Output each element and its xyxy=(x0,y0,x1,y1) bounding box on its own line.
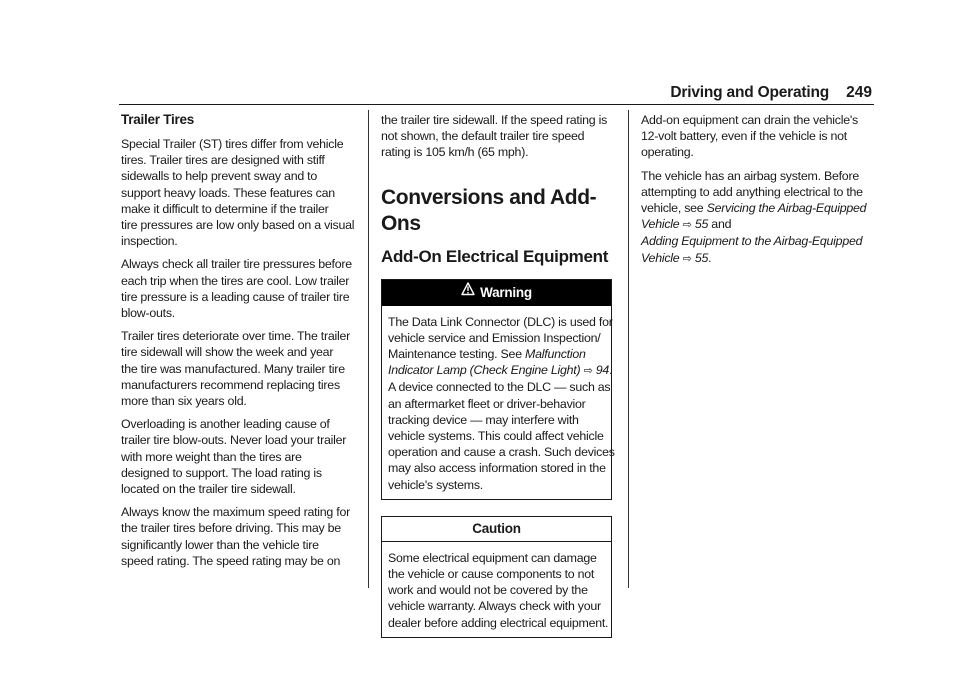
text-line: The Data Link Connector (DLC) is used for xyxy=(388,314,613,329)
text-line: not shown, the default trailer tire speed xyxy=(381,129,585,144)
text-line: speed rating. The speed rating may be on xyxy=(121,553,341,568)
text-line: Some electrical equipment can damage xyxy=(388,550,597,565)
text-line: Always know the maximum speed rating for xyxy=(121,505,350,520)
section-title: Conversions and Add-Ons xyxy=(381,185,597,235)
text-line: blow-outs. xyxy=(121,306,175,321)
caution-body xyxy=(382,542,611,637)
text-line: vehicle warranty. Always check with your xyxy=(388,599,601,614)
column-1 xyxy=(121,112,357,576)
malfunction-indicator-link-cont[interactable]: Indicator Lamp (Check Engine Light) xyxy=(388,363,581,378)
text-span: Maintenance testing. See xyxy=(388,347,526,362)
text-line: sidewalls to help prevent sway and to xyxy=(121,169,318,184)
page-reference[interactable]: 55 xyxy=(694,217,709,232)
warning-body xyxy=(382,306,615,499)
paragraph xyxy=(121,416,357,497)
page-header xyxy=(0,84,960,106)
warning-box xyxy=(381,279,615,500)
text-line: tire pressure is a leading cause of trailer tire xyxy=(121,289,350,304)
page-reference-icon: ⇨ xyxy=(682,219,692,232)
trailer-tires-heading: Trailer Tires xyxy=(121,112,195,127)
text-span: vehicle, see xyxy=(641,201,707,216)
text-line: dealer before adding electrical equipment. xyxy=(388,615,609,630)
text-line xyxy=(641,233,877,249)
text-line xyxy=(641,200,877,216)
warning-icon xyxy=(461,279,475,305)
text-line: A device connected to the DLC — such as xyxy=(388,380,611,395)
text-line: Always check all trailer tire pressures before xyxy=(121,257,352,272)
page-reference[interactable]: 94 xyxy=(595,363,610,378)
text-span: . xyxy=(609,363,613,378)
paragraph xyxy=(641,168,877,267)
text-line: the trailer tires before driving. This may be xyxy=(121,521,341,536)
text-line: the trailer tire sidewall. If the speed rating is xyxy=(381,113,608,127)
text-line: may also access information stored in the xyxy=(388,461,606,476)
caution-label: Caution xyxy=(382,517,611,542)
column-divider xyxy=(368,110,369,588)
text-line: significantly lower than the vehicle tire xyxy=(121,537,319,552)
warning-header xyxy=(382,280,611,306)
page-reference-icon: ⇨ xyxy=(682,252,692,265)
header-section-title: Driving and Operating xyxy=(670,84,829,101)
paragraph xyxy=(641,112,877,161)
text-line: manufacturers recommend replacing tires xyxy=(121,377,340,392)
text-line: vehicle systems. This could affect vehicle xyxy=(388,429,604,444)
text-line: an aftermarket fleet or driver-behavior xyxy=(388,396,586,411)
text-line: with more weight than the tires are xyxy=(121,449,302,464)
text-line: each trip when the tires are cool. Low trailer xyxy=(121,273,350,288)
column-2 xyxy=(381,112,617,638)
adding-equipment-link-cont[interactable]: Vehicle xyxy=(641,250,680,265)
text-line: operating. xyxy=(641,145,694,160)
text-line: Special Trailer (ST) tires differ from vehicle xyxy=(121,137,344,151)
text-line: vehicle's systems. xyxy=(388,477,483,492)
servicing-airbag-link[interactable]: Servicing the Airbag-Equipped xyxy=(706,201,867,216)
text-line: tracking device — may interfere with xyxy=(388,412,579,427)
column-divider xyxy=(628,110,629,588)
subsection-title: Add-On Electrical Equipment xyxy=(381,246,609,266)
text-line: located on the trailer tire sidewall. xyxy=(121,482,296,497)
text-span: and xyxy=(708,217,732,232)
text-line xyxy=(388,346,605,362)
text-line: rating is 105 km/h (65 mph). xyxy=(381,145,529,160)
paragraph xyxy=(121,256,357,321)
text-line: support heavy loads. These features can xyxy=(121,185,335,200)
text-line: designed to support. The load rating is xyxy=(121,465,322,480)
caution-box xyxy=(381,516,612,638)
text-line xyxy=(641,216,877,233)
text-line xyxy=(388,362,613,379)
text-line: make it difficult to determine if the trailer xyxy=(121,201,329,216)
text-line: Add-on equipment can drain the vehicle's xyxy=(641,113,858,127)
paragraph xyxy=(121,136,357,249)
text-line: the tire was manufactured. Many trailer tire xyxy=(121,361,345,376)
adding-equipment-link[interactable]: Adding Equipment to the Airbag-Equipped xyxy=(641,234,863,249)
text-line: the vehicle or cause components to not xyxy=(388,567,595,582)
text-line: work and would not be covered by the xyxy=(388,583,588,598)
warning-label: Warning xyxy=(480,284,532,300)
text-line: tire pressures are low only based on a visual xyxy=(121,218,355,233)
text-line: Overloading is another leading cause of xyxy=(121,417,330,432)
page-reference[interactable]: 55 xyxy=(694,250,709,265)
page-reference-icon: ⇨ xyxy=(583,365,593,378)
text-line: Trailer tires deteriorate over time. The trailer xyxy=(121,329,351,344)
text-line: attempting to add anything electrical to the xyxy=(641,184,863,199)
paragraph xyxy=(121,328,357,409)
text-line: 12-volt battery, even if the vehicle is not xyxy=(641,129,847,144)
text-line: more than six years old. xyxy=(121,394,247,409)
text-line: tire sidewall will show the week and year xyxy=(121,345,334,360)
malfunction-indicator-link[interactable]: Malfunction xyxy=(525,347,586,362)
column-3 xyxy=(641,112,877,274)
paragraph xyxy=(381,112,617,161)
header-rule xyxy=(119,104,874,105)
text-line: operation and cause a crash. Such devices xyxy=(388,445,615,460)
text-line: The vehicle has an airbag system. Before xyxy=(641,168,859,183)
text-line: trailer tire blow-outs. Never load your trailer xyxy=(121,433,347,448)
text-line: inspection. xyxy=(121,234,178,249)
text-line: vehicle service and Emission Inspection/ xyxy=(388,330,601,345)
text-span: . xyxy=(708,250,712,265)
text-line: tires. Trailer tires are designed with stiff xyxy=(121,153,325,168)
servicing-airbag-link-cont[interactable]: Vehicle xyxy=(641,217,680,232)
page-number: 249 xyxy=(846,84,872,101)
paragraph xyxy=(121,504,357,569)
text-line xyxy=(641,250,877,267)
